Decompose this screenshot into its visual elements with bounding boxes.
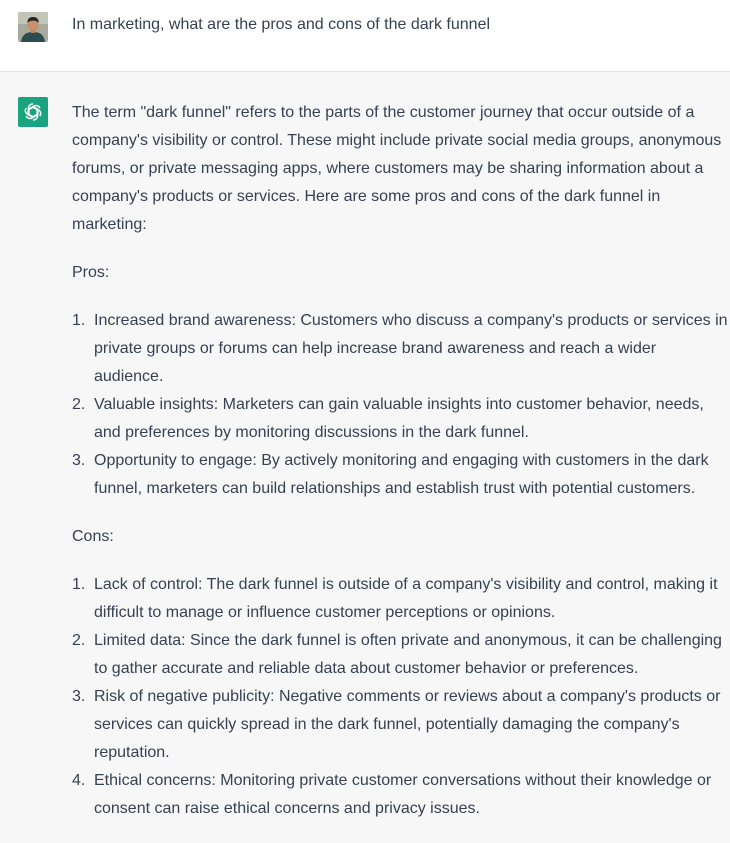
cons-heading: Cons: xyxy=(72,528,114,545)
list-item-text: Risk of negative publicity: Negative comments or reviews about a company's products or services can quickly spread in the dark funnel, potentially damaging the company's reputation. xyxy=(94,688,721,761)
pros-list-item xyxy=(72,391,728,447)
user-message-row xyxy=(0,0,730,72)
list-number: 3. xyxy=(72,452,86,469)
user-message-text: In marketing, what are the pros and cons of the dark funnel xyxy=(72,16,491,33)
pros-heading: Pros: xyxy=(72,264,110,281)
pros-list-item xyxy=(72,307,728,391)
user-avatar xyxy=(18,12,48,42)
cons-list-item xyxy=(72,627,728,683)
cons-list-item xyxy=(72,571,728,627)
cons-list-item xyxy=(72,767,728,823)
cons-list-item xyxy=(72,683,728,767)
list-number: 1. xyxy=(72,312,86,329)
list-item-text: Ethical concerns: Monitoring private customer conversations without their knowledge or consent can raise ethical concerns and privacy issues. xyxy=(94,772,712,817)
list-number: 2. xyxy=(72,396,86,413)
list-number: 1. xyxy=(72,576,86,593)
list-item-text: Increased brand awareness: Customers who discuss a company's products or services in private groups or forums can help increase brand awareness and reach a wider audience. xyxy=(94,312,728,385)
assistant-message-row xyxy=(0,72,730,817)
user-photo-avatar-icon xyxy=(18,12,48,42)
openai-logo-icon xyxy=(22,101,44,123)
assistant-answer xyxy=(72,99,728,843)
pros-list xyxy=(72,307,728,503)
list-number: 3. xyxy=(72,688,86,705)
list-number: 4. xyxy=(72,772,86,789)
cons-list xyxy=(72,571,728,823)
list-item-text: Lack of control: The dark funnel is outside of a company's visibility and control, making it difficult to manage or influence customer perceptions or opinions. xyxy=(94,576,718,621)
list-number: 2. xyxy=(72,632,86,649)
answer-intro: The term "dark funnel" refers to the parts of the customer journey that occur outside of a company's visibility or control. These might include private social media groups, anonymous forums, or private messaging apps, where customers may be sharing information about a company's products or services. Here are some pros and cons of the dark funnel in marketing: xyxy=(72,104,722,233)
list-item-text: Valuable insights: Marketers can gain valuable insights into customer behavior, needs, and preferences by monitoring discussions in the dark funnel. xyxy=(94,396,704,441)
assistant-avatar xyxy=(18,97,48,127)
pros-list-item xyxy=(72,447,728,503)
list-item-text: Opportunity to engage: By actively monitoring and engaging with customers in the dark funnel, marketers can build relationships and establish trust with potential customers. xyxy=(94,452,709,497)
list-item-text: Limited data: Since the dark funnel is often private and anonymous, it can be challenging to gather accurate and reliable data about customer behavior or preferences. xyxy=(94,632,722,677)
